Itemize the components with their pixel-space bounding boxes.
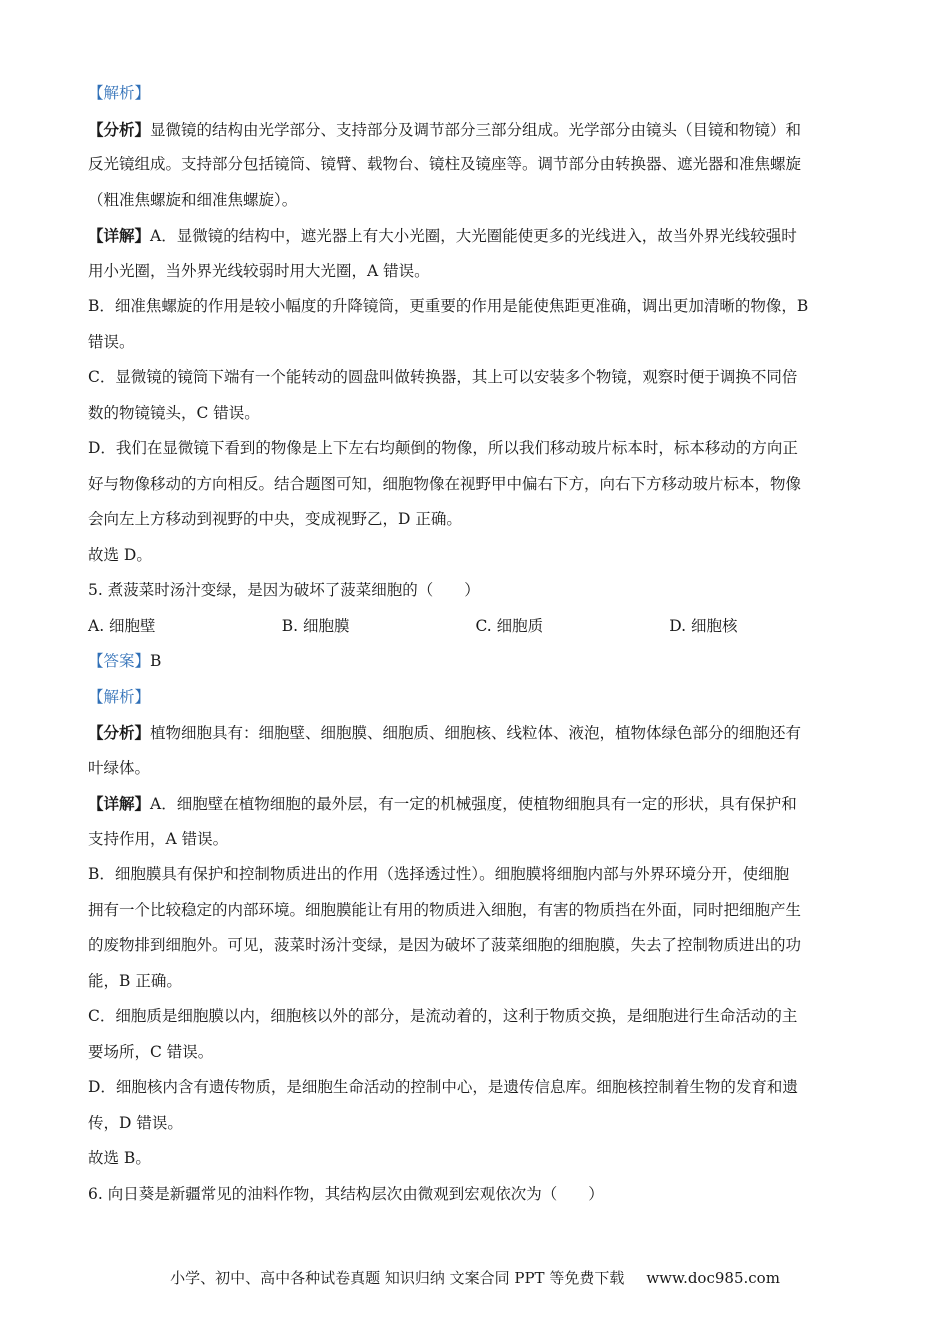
line-text: A．细胞壁在植物细胞的最外层，有一定的机械强度，使植物细胞具有一定的形状，具有保护和: [150, 795, 797, 813]
answer-line: [88, 644, 863, 680]
paragraph-start: [88, 218, 863, 254]
tag-label: 【解析】: [88, 84, 151, 102]
option-d: D. 细胞核: [669, 616, 738, 635]
tag-label: 【分析】: [88, 723, 151, 742]
tag-label: 【详解】: [88, 794, 151, 813]
document-content: [88, 76, 863, 1212]
text-line: 用小光圈，当外界光线较弱时用大光圈，A 错误。: [88, 261, 430, 280]
text-line: B．细胞膜具有保护和控制物质进出的作用（选择透过性）。细胞膜将细胞内部与外界环境分开，使细胞: [88, 865, 790, 883]
text-line: 反光镜组成。支持部分包括镜筒、镜臂、载物台、镜柱及镜座等。调节部分由转换器、遮光器和准焦螺旋: [88, 155, 802, 173]
text-line: D．细胞核内含有遗传物质，是细胞生命活动的控制中心，是遗传信息库。细胞核控制着生物的发育和遗: [88, 1078, 798, 1096]
tag-label: 【解析】: [88, 687, 151, 706]
tag-label: 【答案】: [88, 652, 151, 670]
tag-label: 【分析】: [88, 119, 151, 139]
text-line: （粗准焦螺旋和细准焦螺旋）。: [88, 190, 298, 209]
line-text: 植物细胞具有：细胞壁、细胞膜、细胞质、细胞核、线粒体、液泡，植物体绿色部分的细胞还有: [150, 724, 802, 742]
option-a: A. 细胞壁: [88, 616, 156, 635]
footer-url: www.doc985.com: [646, 1269, 780, 1287]
text-line: C．显微镜的镜筒下端有一个能转动的圆盘叫做转换器，其上可以安装多个物镜，观察时便于调换不同倍: [88, 368, 798, 386]
option-c: C. 细胞质: [475, 616, 544, 635]
line-text: B: [150, 652, 162, 670]
text-line: 故选 B。: [88, 1149, 151, 1167]
text-line: 故选 D。: [88, 545, 152, 564]
text-line: 6. 向日葵是新疆常见的油料作物，其结构层次由微观到宏观依次为（ ）: [88, 1184, 604, 1203]
text-line: 传，D 错误。: [88, 1113, 183, 1132]
text-line: 错误。: [88, 332, 135, 351]
answer-options: [88, 609, 863, 645]
paragraph-start: [88, 715, 863, 751]
paragraph-start: [88, 786, 863, 822]
page-footer: [0, 1267, 950, 1288]
text-line: 能，B 正确。: [88, 971, 182, 990]
text-line: 要场所，C 错误。: [88, 1042, 214, 1061]
section-tag: [88, 680, 863, 716]
line-text: A．显微镜的结构中，遮光器上有大小光圈，大光圈能使更多的光线进入，故当外界光线较强时: [150, 227, 797, 245]
text-line: 好与物像移动的方向相反。结合题图可知，细胞物像在视野甲中偏右下方，向右下方移动玻片标本，物像: [88, 474, 802, 493]
text-line: 的废物排到细胞外。可见，菠菜时汤汁变绿，是因为破坏了菠菜细胞的细胞膜，失去了控制物质进出的功: [88, 936, 802, 954]
tag-label: 【详解】: [88, 226, 151, 245]
paragraph-start: [88, 112, 863, 148]
text-line: 叶绿体。: [88, 758, 151, 777]
text-line: 5. 煮菠菜时汤汁变绿，是因为破坏了菠菜细胞的（ ）: [88, 581, 480, 599]
text-line: 支持作用，A 错误。: [88, 829, 229, 848]
footer-text: 小学、初中、高中各种试卷真题 知识归纳 文案合同 PPT 等免费下载: [170, 1269, 625, 1287]
text-line: 会向左上方移动到视野的中央，变成视野乙，D 正确。: [88, 510, 462, 528]
text-line: B．细准焦螺旋的作用是较小幅度的升降镜筒，更重要的作用是能使焦距更准确，调出更加清晰的物像，B: [88, 297, 809, 315]
option-b: B. 细胞膜: [281, 616, 350, 635]
section-tag: [88, 76, 863, 112]
text-line: 数的物镜镜头，C 错误。: [88, 403, 260, 422]
line-text: 显微镜的结构由光学部分、支持部分及调节部分三部分组成。光学部分由镜头（目镜和物镜）和: [150, 120, 802, 139]
text-line: C．细胞质是细胞膜以内，细胞核以外的部分，是流动着的，这利于物质交换，是细胞进行生命活动的主: [88, 1007, 798, 1025]
text-line: D．我们在显微镜下看到的物像是上下左右均颠倒的物像，所以我们移动玻片标本时，标本移动的方向正: [88, 439, 798, 457]
text-line: 拥有一个比较稳定的内部环境。细胞膜能让有用的物质进入细胞，有害的物质挡在外面，同时把细胞产生: [88, 900, 802, 919]
